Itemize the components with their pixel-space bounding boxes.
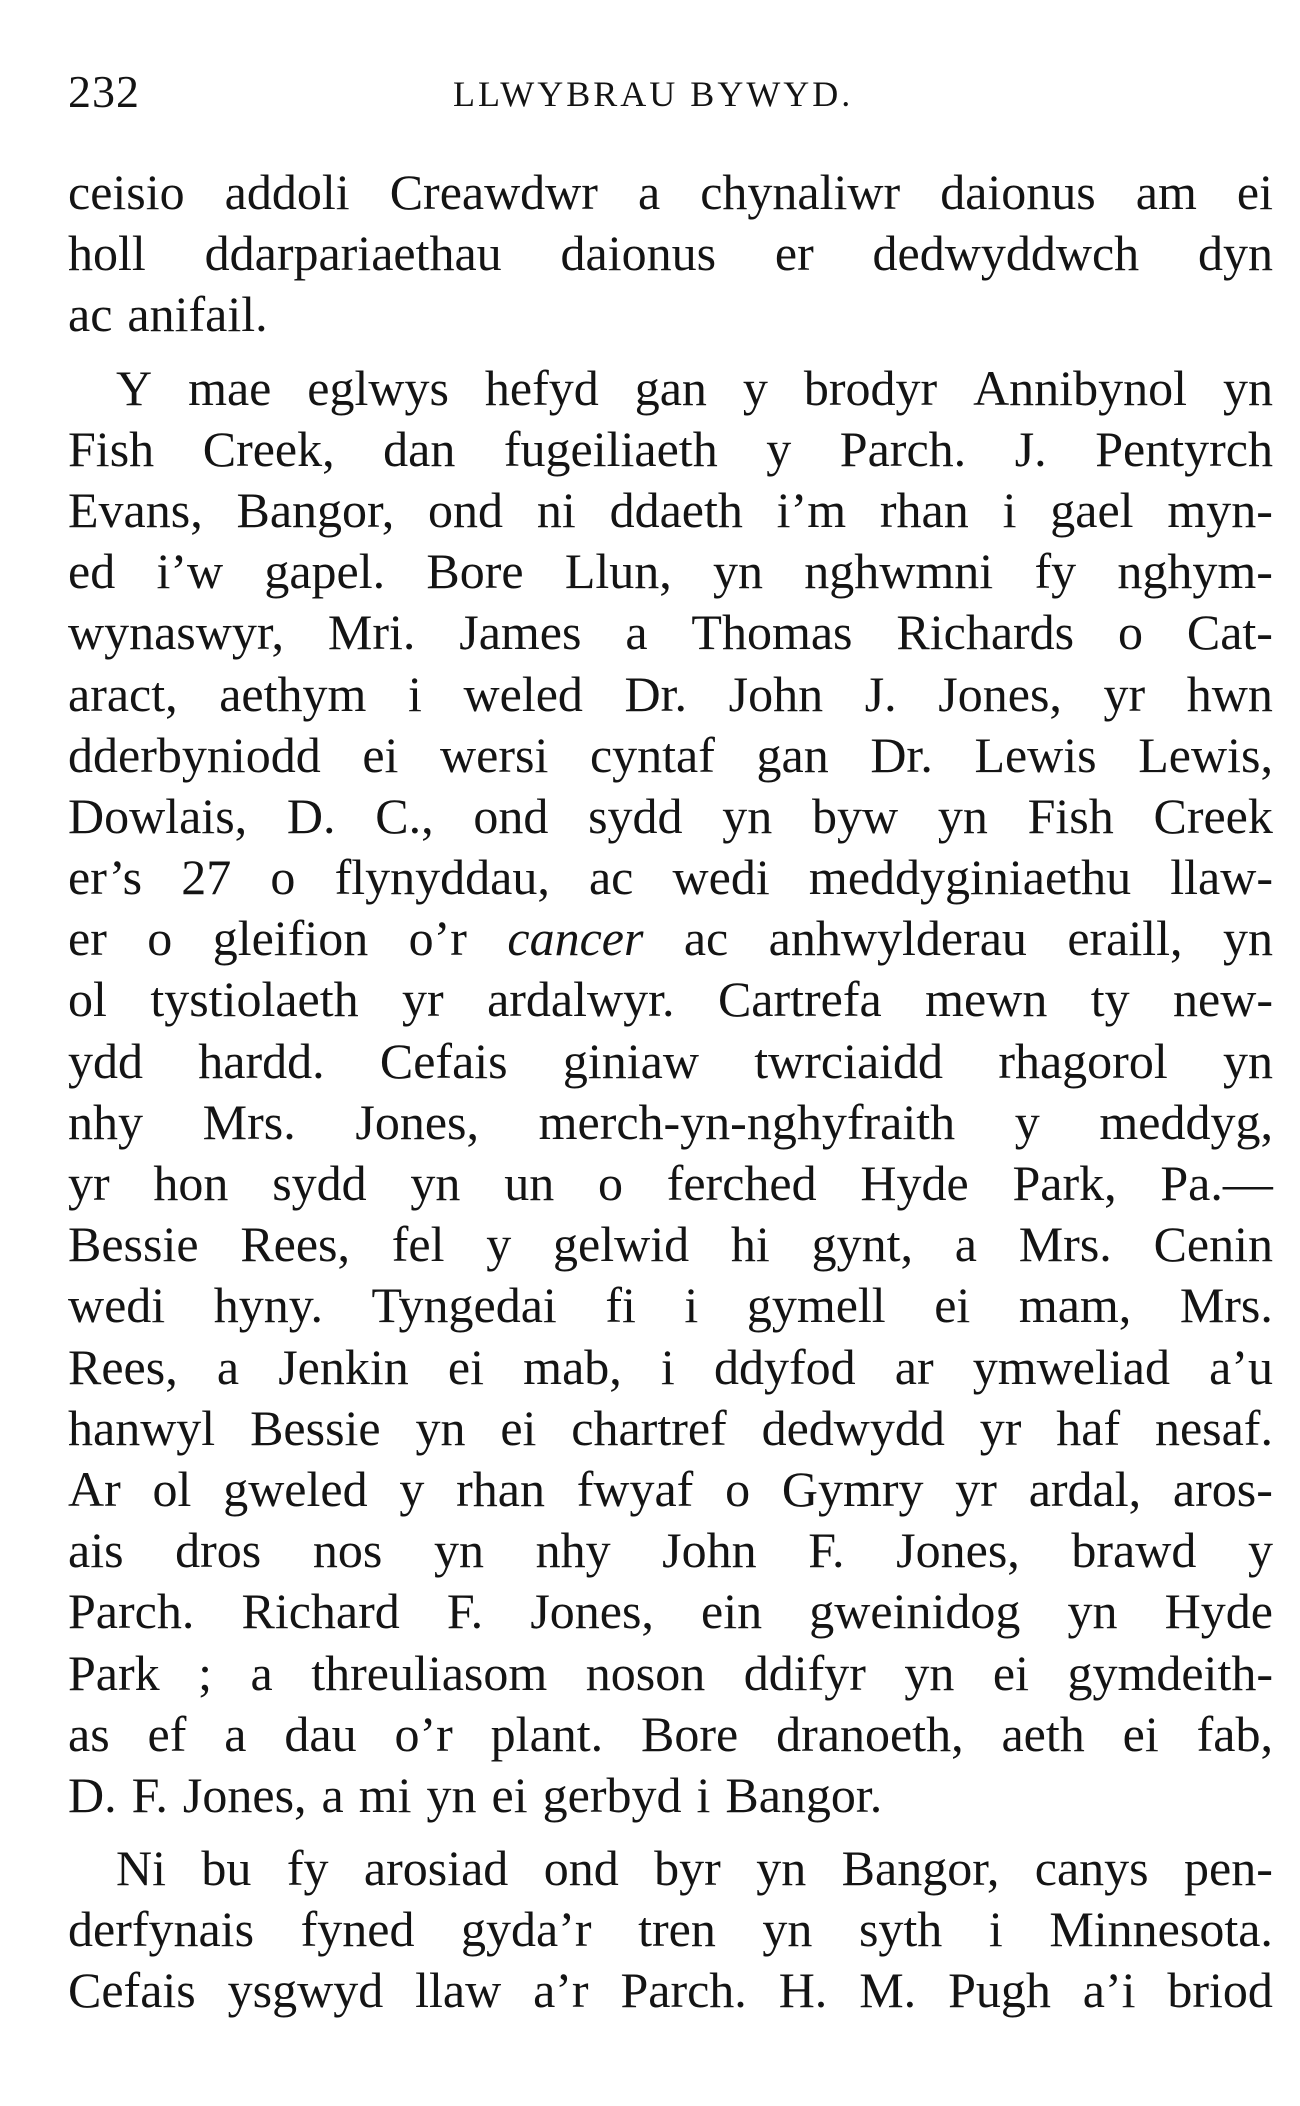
- word: hanwyl: [68, 1399, 216, 1456]
- word: hon: [153, 1155, 229, 1211]
- word: ac: [68, 286, 113, 343]
- word: merch-yn-nghyfraith: [538, 1093, 956, 1150]
- word: rhan: [456, 1460, 545, 1517]
- text-line: [68, 1337, 1273, 1398]
- word: gynt,: [811, 1216, 913, 1273]
- word: Evans,: [68, 481, 203, 538]
- text-line: [68, 419, 1273, 480]
- text-line: [68, 1643, 1273, 1704]
- word: Y: [116, 359, 153, 416]
- word: Rees,: [68, 1338, 178, 1395]
- word: Jenkin: [278, 1338, 409, 1395]
- word: Lewis,: [1138, 726, 1273, 783]
- word: o’r: [408, 910, 467, 967]
- text-line: [68, 358, 1273, 419]
- word: ond: [543, 1840, 619, 1897]
- word: a: [637, 164, 661, 220]
- word: Park: [68, 1644, 160, 1701]
- word: Bessie: [250, 1399, 381, 1456]
- word: yn: [713, 543, 764, 600]
- word: aract,: [68, 665, 178, 722]
- word: 27: [181, 849, 232, 906]
- word: Cefais: [379, 1032, 508, 1089]
- word: ais: [68, 1522, 124, 1579]
- word: daionus: [560, 225, 717, 282]
- word: Bore: [641, 1705, 739, 1762]
- word: eglwys: [307, 359, 449, 416]
- word: nghym-: [1117, 543, 1273, 600]
- text-line: [68, 725, 1273, 786]
- word: wedi: [672, 849, 770, 906]
- word: hi: [730, 1216, 770, 1273]
- word: nos: [312, 1522, 383, 1579]
- text-line: [68, 1520, 1273, 1581]
- word: wynaswyr,: [68, 604, 285, 661]
- word: cancer: [507, 910, 644, 967]
- word: Richard: [241, 1583, 400, 1640]
- text-line: [68, 847, 1273, 908]
- text-line: [68, 1899, 1273, 1960]
- word: giniaw: [562, 1032, 699, 1089]
- word: Bangor.: [725, 1766, 883, 1823]
- word: Creawdwr: [389, 164, 598, 220]
- word: dedwydd: [761, 1399, 945, 1456]
- word: er: [774, 225, 814, 282]
- word: D.: [286, 787, 336, 844]
- text-line: [68, 1153, 1273, 1214]
- word: meddyg,: [1099, 1093, 1273, 1150]
- word: yn: [1067, 1583, 1118, 1640]
- word: anhwylderau: [768, 910, 1027, 967]
- word: yn: [756, 1840, 807, 1897]
- word: ceisio: [68, 164, 185, 220]
- word: mae: [188, 359, 272, 416]
- word: ei: [1236, 164, 1273, 220]
- word: a: [250, 1644, 273, 1701]
- word: gweinidog: [809, 1583, 1021, 1640]
- word: a: [224, 1705, 247, 1762]
- word: yn: [762, 1901, 813, 1958]
- word: byr: [654, 1840, 721, 1897]
- word: ni: [536, 481, 576, 538]
- text-line: [68, 1838, 1273, 1899]
- text-line: [68, 908, 1273, 969]
- text-line: [68, 664, 1273, 725]
- word: ysgwyd: [227, 1962, 384, 2019]
- word: F.: [446, 1583, 484, 1640]
- word: Fish: [1027, 787, 1114, 844]
- word: Creek,: [202, 420, 335, 477]
- word: daionus: [940, 164, 1096, 220]
- word: un: [504, 1155, 555, 1211]
- word: eraill,: [1067, 910, 1183, 967]
- word: yr: [68, 1155, 110, 1211]
- word: a: [625, 604, 648, 661]
- word: ac: [683, 910, 729, 967]
- word: ei: [447, 1338, 485, 1395]
- word: ;: [198, 1644, 213, 1701]
- page-header: [68, 62, 1268, 122]
- word: holl: [68, 225, 146, 282]
- word: Annibynol: [973, 359, 1187, 416]
- word: syth: [858, 1901, 943, 1958]
- word: Mrs.: [1018, 1216, 1112, 1273]
- word: yr: [979, 1399, 1022, 1456]
- word: Jones,: [896, 1522, 1020, 1579]
- word: chynaliwr: [700, 164, 901, 220]
- word: y: [766, 420, 792, 477]
- word: ef: [147, 1705, 187, 1762]
- word: ond: [428, 481, 504, 538]
- word: i: [660, 1338, 675, 1395]
- word: a’r: [533, 1962, 589, 2019]
- text-line: [68, 1581, 1273, 1642]
- word: Mri.: [327, 604, 416, 661]
- text-line: [68, 1459, 1273, 1520]
- word: meddyginiaethu: [808, 849, 1132, 906]
- word: Bangor,: [236, 481, 395, 538]
- word: ty: [1090, 971, 1130, 1028]
- word: ymweliad: [972, 1338, 1170, 1395]
- word: ardal,: [1028, 1460, 1142, 1517]
- word: gapel.: [264, 543, 386, 600]
- word: yn: [1222, 1032, 1273, 1089]
- word: ond: [473, 787, 549, 844]
- word: er: [68, 910, 107, 967]
- word: y: [1247, 1522, 1273, 1579]
- word: Dr.: [870, 726, 933, 783]
- word: o: [725, 1460, 751, 1517]
- text-line: [68, 1398, 1273, 1459]
- word: plant.: [490, 1705, 604, 1762]
- word: anifail.: [127, 286, 268, 343]
- word: tren: [638, 1901, 716, 1958]
- word: yn: [1222, 910, 1273, 967]
- word: gerbyd: [542, 1766, 682, 1823]
- word: fyned: [300, 1901, 415, 1958]
- text-line: [68, 1275, 1273, 1336]
- word: Pa.—: [1160, 1155, 1273, 1211]
- word: nesaf.: [1154, 1399, 1273, 1456]
- word: o’r: [394, 1705, 453, 1762]
- word: gweled: [223, 1460, 368, 1517]
- word: rhagorol: [998, 1032, 1168, 1089]
- word: ddyfod: [713, 1338, 856, 1395]
- word: John: [662, 1522, 757, 1579]
- word: Cartrefa: [717, 971, 882, 1028]
- word: aeth: [1001, 1705, 1085, 1762]
- word: M.: [859, 1962, 917, 2019]
- word: aros-: [1172, 1460, 1273, 1517]
- word: Hyde: [860, 1155, 969, 1211]
- word: hyny.: [213, 1277, 323, 1334]
- word: Bessie: [68, 1216, 199, 1273]
- word: Thomas: [691, 604, 853, 661]
- word: Jones,: [938, 665, 1062, 722]
- text-line: [68, 541, 1273, 602]
- word: yr: [955, 1460, 997, 1517]
- word: haf: [1056, 1399, 1121, 1456]
- word: Mrs.: [1179, 1277, 1273, 1334]
- word: Tyngedai: [371, 1277, 557, 1334]
- word: Park,: [1012, 1155, 1117, 1211]
- text-line: [68, 969, 1273, 1030]
- word: yn: [722, 787, 773, 844]
- text-line: [68, 1214, 1273, 1275]
- word: i’m: [776, 481, 847, 538]
- word: nhy: [68, 1093, 143, 1150]
- word: brawd: [1071, 1522, 1197, 1579]
- word: fwyaf: [576, 1460, 694, 1517]
- word: as: [68, 1705, 110, 1762]
- text-line: [68, 162, 1273, 223]
- word: dderbyniodd: [68, 726, 321, 783]
- text-line: [68, 1765, 1273, 1826]
- word: Bangor,: [841, 1840, 1000, 1897]
- word: cyntaf: [589, 726, 715, 783]
- word: hwn: [1186, 665, 1273, 722]
- word: dan: [383, 420, 456, 477]
- word: i’w: [156, 543, 224, 600]
- word: Fish: [68, 420, 155, 477]
- word: ddifyr: [743, 1644, 866, 1701]
- word: weled: [463, 665, 583, 722]
- word: Gymry: [781, 1460, 924, 1517]
- word: Lewis: [974, 726, 1097, 783]
- word: Parch.: [68, 1583, 195, 1640]
- word: Pentyrch: [1095, 420, 1273, 477]
- word: gelwid: [553, 1216, 690, 1273]
- word: Dr.: [624, 665, 688, 722]
- body-text: [68, 162, 1273, 2022]
- word: mab,: [523, 1338, 622, 1395]
- word: ein: [701, 1583, 763, 1640]
- word: canys: [1034, 1840, 1149, 1897]
- word: Parch.: [839, 420, 967, 477]
- word: a: [321, 1766, 344, 1823]
- word: ferched: [666, 1155, 817, 1211]
- word: Ni: [116, 1840, 166, 1897]
- word: threuliasom: [311, 1644, 548, 1701]
- word: H.: [778, 1962, 828, 2019]
- word: gyda’r: [461, 1901, 592, 1958]
- word: D.: [68, 1766, 117, 1823]
- word: yn: [426, 1766, 477, 1823]
- word: mam,: [1018, 1277, 1132, 1334]
- word: new-: [1173, 971, 1273, 1028]
- word: F.: [131, 1766, 168, 1823]
- word: gael: [1050, 481, 1134, 538]
- word: pen-: [1184, 1840, 1273, 1897]
- word: ar: [894, 1338, 934, 1395]
- word: twrciaidd: [754, 1032, 944, 1089]
- word: aethym: [219, 665, 367, 722]
- word: dedwyddwch: [872, 225, 1140, 282]
- word: Minnesota.: [1049, 1901, 1273, 1958]
- word: ei: [491, 1766, 528, 1823]
- word: Cefais: [68, 1962, 196, 2019]
- word: brodyr: [803, 359, 938, 416]
- word: a: [216, 1338, 240, 1395]
- word: yn: [433, 1522, 484, 1579]
- word: dranoeth,: [776, 1705, 964, 1762]
- word: er’s: [68, 849, 143, 906]
- word: y: [1014, 1093, 1040, 1150]
- word: yr: [1103, 665, 1146, 722]
- text-line: [68, 1031, 1273, 1092]
- word: ei: [1122, 1705, 1159, 1762]
- word: wersi: [440, 726, 549, 783]
- word: James: [459, 604, 582, 661]
- word: Llun,: [564, 543, 672, 600]
- word: F.: [808, 1522, 845, 1579]
- word: gymell: [746, 1277, 886, 1334]
- word: ardalwyr.: [487, 971, 675, 1028]
- word: J.: [864, 665, 897, 722]
- word: yn: [937, 787, 988, 844]
- word: ydd: [68, 1032, 143, 1089]
- word: llaw-: [1170, 849, 1273, 906]
- word: Cenin: [1153, 1216, 1273, 1273]
- word: ei: [362, 726, 399, 783]
- word: Mrs.: [202, 1093, 296, 1150]
- word: nghwmni: [804, 543, 994, 600]
- word: o: [597, 1155, 623, 1211]
- word: a: [954, 1216, 977, 1273]
- word: chartref: [571, 1399, 727, 1456]
- word: fy: [286, 1840, 329, 1897]
- word: Ar: [68, 1460, 121, 1517]
- word: Jones,: [355, 1093, 479, 1150]
- word: bu: [201, 1840, 252, 1897]
- word: rhan: [879, 481, 969, 538]
- word: Cat-: [1186, 604, 1273, 661]
- word: a’u: [1209, 1338, 1273, 1395]
- word: Jones,: [182, 1766, 307, 1823]
- word: o: [270, 849, 296, 906]
- word: yn: [415, 1399, 466, 1456]
- page-number: 232: [68, 66, 140, 117]
- word: derfynais: [68, 1901, 255, 1958]
- word: hefyd: [484, 359, 599, 416]
- word: gleifion: [212, 910, 369, 967]
- word: i: [696, 1766, 711, 1823]
- word: tystiolaeth: [150, 971, 359, 1028]
- word: fel: [391, 1216, 445, 1273]
- word: ei: [992, 1644, 1029, 1701]
- word: nhy: [535, 1522, 611, 1579]
- word: fi: [605, 1277, 636, 1334]
- word: ddaeth: [609, 481, 743, 538]
- word: y: [486, 1216, 512, 1273]
- word: yn: [904, 1644, 955, 1701]
- word: Hyde: [1164, 1583, 1273, 1640]
- word: fy: [1034, 543, 1077, 600]
- word: yn: [1222, 359, 1273, 416]
- word: i: [684, 1277, 699, 1334]
- text-line: [68, 480, 1273, 541]
- word: flynyddau,: [334, 849, 550, 906]
- word: C.,: [375, 787, 434, 844]
- word: wedi: [68, 1277, 166, 1334]
- word: ol: [152, 1460, 192, 1517]
- word: o: [1118, 604, 1143, 661]
- word: dros: [175, 1522, 262, 1579]
- text-line: [68, 1092, 1273, 1153]
- word: ac: [588, 849, 634, 906]
- word: myn-: [1167, 481, 1273, 538]
- word: ei: [934, 1277, 971, 1334]
- word: am: [1135, 164, 1197, 220]
- word: dyn: [1197, 225, 1273, 282]
- word: yr: [402, 971, 444, 1028]
- word: gan: [756, 726, 829, 783]
- word: John: [728, 665, 824, 722]
- word: fab,: [1196, 1705, 1273, 1762]
- word: mewn: [925, 971, 1048, 1028]
- word: ol: [68, 971, 107, 1028]
- word: Dowlais,: [68, 787, 248, 844]
- text-line: [68, 786, 1273, 847]
- word: sydd: [272, 1155, 367, 1211]
- word: i: [408, 665, 422, 722]
- word: briod: [1167, 1962, 1273, 2019]
- word: Creek: [1153, 787, 1273, 844]
- word: Parch.: [620, 1962, 747, 2019]
- word: ed: [68, 543, 116, 600]
- word: i: [1002, 481, 1017, 538]
- word: Rees,: [240, 1216, 351, 1273]
- text-line: [68, 1960, 1273, 2021]
- text-line: [68, 602, 1273, 663]
- running-head: LLWYBRAU BYWYD.: [453, 74, 854, 114]
- text-line: [68, 284, 1273, 345]
- word: dau: [284, 1705, 357, 1762]
- word: llaw: [415, 1962, 502, 2019]
- word: o: [147, 910, 173, 967]
- word: Jones,: [530, 1583, 654, 1640]
- word: gymdeith-: [1067, 1644, 1273, 1701]
- word: gan: [634, 359, 707, 416]
- word: yn: [410, 1155, 461, 1211]
- text-line: [68, 1704, 1273, 1765]
- word: arosiad: [363, 1840, 509, 1897]
- word: fugeiliaeth: [503, 420, 718, 477]
- word: noson: [585, 1644, 706, 1701]
- word: y: [742, 359, 768, 416]
- word: Pugh: [948, 1962, 1051, 2019]
- word: a’i: [1082, 1962, 1136, 2019]
- text-line: [68, 223, 1273, 284]
- word: Richards: [896, 604, 1075, 661]
- word: J.: [1014, 420, 1047, 477]
- word: addoli: [224, 164, 350, 220]
- word: byw: [812, 787, 899, 844]
- word: ddarpariaethau: [204, 225, 502, 282]
- word: Bore: [426, 543, 524, 600]
- word: mi: [358, 1766, 412, 1823]
- word: i: [988, 1901, 1003, 1958]
- word: ei: [500, 1399, 537, 1456]
- word: sydd: [588, 787, 683, 844]
- word: hardd.: [198, 1032, 325, 1089]
- word: y: [399, 1460, 425, 1517]
